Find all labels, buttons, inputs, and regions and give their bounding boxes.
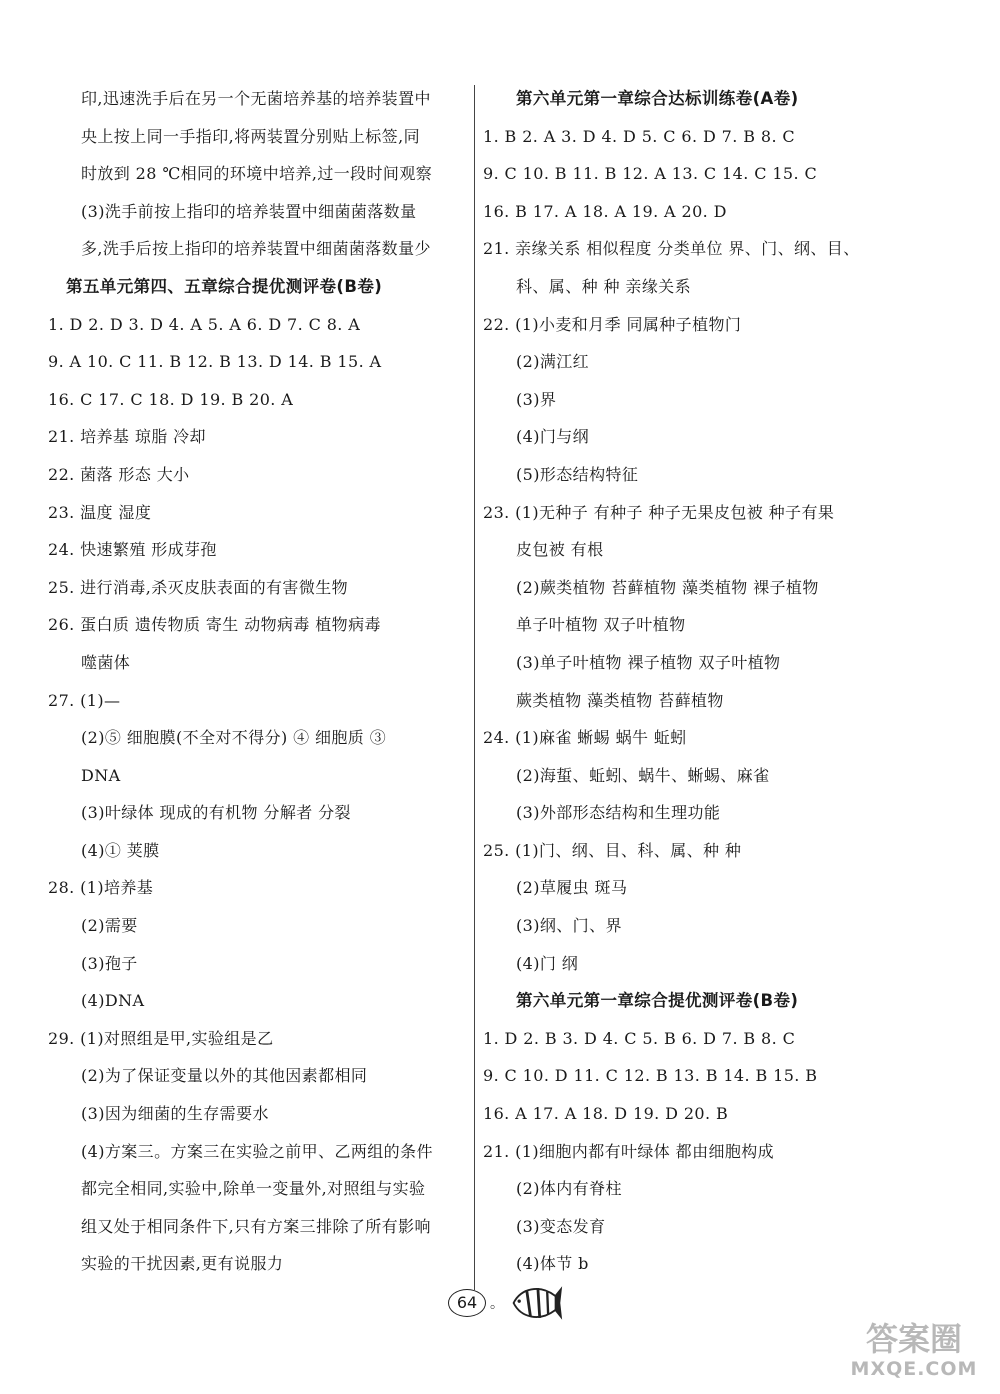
section-heading: 第五单元第四、五章综合提优测评卷(B卷) (66, 276, 383, 296)
right-answer-column (483, 80, 923, 1283)
column-divider (474, 85, 475, 1290)
answer-line: 实验的干扰因素,更有说服力 (81, 1254, 284, 1274)
answer-line: 单子叶植物 双子叶植物 (516, 615, 686, 635)
answer-line: (4)体节 b (516, 1254, 589, 1274)
answer-line: (2)蕨类植物 苔藓植物 藻类植物 裸子植物 (516, 577, 819, 597)
answer-line: 29. (1)对照组是甲,实验组是乙 (48, 1028, 274, 1048)
answer-line: (2)海蜇、蚯蚓、蜗牛、蜥蜴、麻雀 (516, 765, 770, 785)
answer-line: (3)叶绿体 现成的有机物 分解者 分裂 (81, 803, 351, 823)
answer-line: 16. C 17. C 18. D 19. B 20. A (48, 389, 294, 409)
watermark-title: 答案圈 (865, 1320, 962, 1358)
page-number: 64 (448, 1289, 486, 1317)
answer-line: 9. C 10. B 11. B 12. A 13. C 14. C 15. C (483, 164, 818, 184)
answer-line: (3)孢子 (81, 953, 138, 973)
answer-line: (2)为了保证变量以外的其他因素都相同 (81, 1066, 368, 1086)
answer-line: (2)体内有脊柱 (516, 1179, 622, 1199)
answer-line: (2)满江红 (516, 352, 590, 372)
answer-line: (3)外部形态结构和生理功能 (516, 803, 721, 823)
answer-line: (4)门与纲 (516, 427, 590, 447)
answer-line: 16. A 17. A 18. D 19. D 20. B (483, 1104, 729, 1124)
answer-line: (3)洗手前按上指印的培养装置中细菌菌落数量 (81, 201, 417, 221)
answer-line: 22. 菌落 形态 大小 (48, 464, 190, 484)
answer-line: 噬菌体 (81, 652, 131, 672)
answer-line: (3)因为细菌的生存需要水 (81, 1104, 269, 1124)
answer-line: DNA (81, 765, 121, 785)
answer-line: (3)单子叶植物 裸子植物 双子叶植物 (516, 652, 781, 672)
answer-line: (4)① 荚膜 (81, 840, 160, 860)
answer-line: 1. D 2. D 3. D 4. A 5. A 6. D 7. C 8. A (48, 314, 361, 334)
watermark-url: MXQE.COM (850, 1358, 978, 1380)
answer-line: 多,洗手后按上指印的培养装置中细菌菌落数量少 (81, 239, 431, 259)
footer-separator: 。 (490, 1296, 504, 1312)
page-footer (448, 1286, 564, 1320)
answer-line: 9. A 10. C 11. B 12. B 13. D 14. B 15. A (48, 352, 382, 372)
answer-line: 23. (1)无种子 有种子 种子无果皮包被 种子有果 (483, 502, 835, 522)
answer-line: 28. (1)培养基 (48, 878, 154, 898)
answer-line: (2)⑤ 细胞膜(不全对不得分) ④ 细胞质 ③ (81, 728, 387, 748)
answer-line: 21. 培养基 琼脂 冷却 (48, 427, 206, 447)
answer-line: 24. (1)麻雀 蜥蜴 蜗牛 蚯蚓 (483, 728, 687, 748)
answer-line: 都完全相同,实验中,除单一变量外,对照组与实验 (81, 1179, 426, 1199)
answer-line: 23. 温度 湿度 (48, 502, 152, 522)
answer-line: (4)方案三。方案三在实验之前甲、乙两组的条件 (81, 1141, 433, 1161)
answer-line: 1. D 2. B 3. D 4. C 5. B 6. D 7. B 8. C (483, 1028, 796, 1048)
answer-line: 9. C 10. D 11. C 12. B 13. B 14. B 15. B (483, 1066, 818, 1086)
answer-line: (3)界 (516, 389, 557, 409)
answer-line: 25. 进行消毒,杀灭皮肤表面的有害微生物 (48, 577, 349, 597)
answer-line: 16. B 17. A 18. A 19. A 20. D (483, 201, 727, 221)
answer-line: (3)纲、门、界 (516, 916, 622, 936)
answer-line: 印,迅速洗手后在另一个无菌培养基的培养装置中 (81, 89, 431, 108)
answer-line: (2)需要 (81, 916, 138, 936)
section-heading: 第六单元第一章综合提优测评卷(B卷) (516, 991, 799, 1011)
answer-line: (3)变态发育 (516, 1216, 606, 1236)
angelfish-icon (508, 1282, 564, 1324)
answer-line: 21. (1)细胞内都有叶绿体 都由细胞构成 (483, 1141, 775, 1161)
answer-line: (4)门 纲 (516, 953, 579, 973)
answer-line: (4)DNA (81, 991, 145, 1011)
answer-line: 27. (1)— (48, 690, 121, 710)
answer-line: 1. B 2. A 3. D 4. D 5. C 6. D 7. B 8. C (483, 126, 796, 146)
answer-line: 时放到 28 ℃相同的环境中培养,过一段时间观察 (81, 164, 433, 184)
left-answer-column (48, 80, 468, 1283)
answer-line: 26. 蛋白质 遗传物质 寄生 动物病毒 植物病毒 (48, 615, 381, 635)
answer-line: 22. (1)小麦和月季 同属种子植物门 (483, 314, 742, 334)
answer-line: (5)形态结构特征 (516, 464, 639, 484)
answer-line: 蕨类植物 藻类植物 苔藓植物 (516, 690, 724, 710)
answer-line: (2)草履虫 斑马 (516, 878, 628, 898)
answer-line: 央上按上同一手指印,将两装置分别贴上标签,同 (81, 126, 420, 146)
answer-line: 21. 亲缘关系 相似程度 分类单位 界、门、纲、目、 (483, 239, 860, 259)
section-heading: 第六单元第一章综合达标训练卷(A卷) (516, 89, 799, 108)
answer-line: 皮包被 有根 (516, 540, 604, 560)
answer-line: 25. (1)门、纲、目、科、属、种 种 (483, 840, 742, 860)
answer-line: 24. 快速繁殖 形成芽孢 (48, 540, 217, 560)
answer-line: 组又处于相同条件下,只有方案三排除了所有影响 (81, 1216, 431, 1236)
answer-line: 科、属、种 种 亲缘关系 (516, 276, 691, 296)
watermark (844, 1320, 984, 1382)
